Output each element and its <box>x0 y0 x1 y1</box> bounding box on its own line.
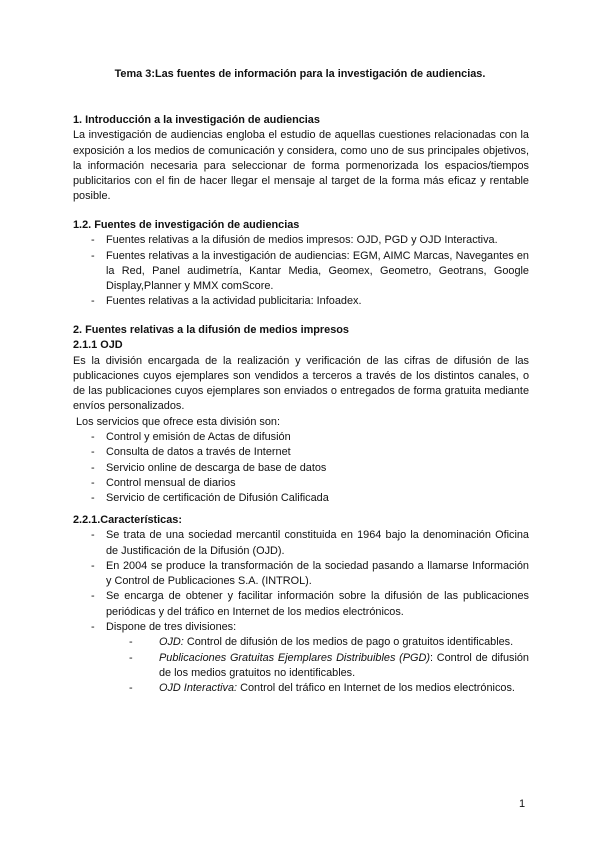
section-heading: 1. Introducción a la investigación de audiencias <box>73 114 320 126</box>
list-item: - Servicio online de descarga de base de datos <box>73 461 529 476</box>
services-intro: Los servicios que ofrece esta división son: <box>76 415 281 428</box>
division-item <box>73 651 529 682</box>
subsection-heading: 2.1.1 OJD <box>73 339 123 352</box>
list-item: - Se trata de una sociedad mercantil constituida en 1964 bajo la denominación Oficina de Justificación de la Difusión (OJD). <box>73 528 529 559</box>
list-item: - Se encarga de obtener y facilitar información sobre la difusión de las publicaciones periódicas y del tráfico en Internet de los medios electrónicos. <box>73 589 529 620</box>
division-desc: : Control de difusión de los medios gratuitos no identificables. <box>159 651 529 679</box>
division-item <box>73 635 529 650</box>
division-name: OJD: <box>159 636 184 649</box>
division-name: OJD Interactiva: <box>159 682 238 695</box>
section-heading: 2.2.1.Características: <box>73 514 182 526</box>
division-name: Publicaciones Gratuitas Ejemplares Distribuibles (PGD) <box>159 651 430 664</box>
divisions-list <box>73 635 529 696</box>
division-item <box>73 681 529 696</box>
list-item: - Dispone de tres divisiones: <box>73 620 529 635</box>
list-item: - Fuentes relativas a la investigación de audiencias: EGM, AIMC Marcas, Navegantes en la Red, Panel audimetría, Kantar Media, Geomex, Geometro, Geotrans, Google Display,Planner y MMX comScore. <box>73 249 529 295</box>
list-item: - Control mensual de diarios <box>73 476 529 491</box>
list-item: - En 2004 se produce la transformación de la sociedad pasando a llamarse Información y Control de Publicaciones S.A. (INTROL). <box>73 559 529 590</box>
section-paragraph: Es la división encargada de la realización y verificación de las cifras de difusión de las publicaciones cuyos ejemplares son vendidos a terceros a través de los distintos canales, o de las publicaciones cuyos ejemplares son enviados o entregados de forma gratuita mediante envíos personalizados. <box>73 354 529 413</box>
section-heading: 1.2. Fuentes de investigación de audiencias <box>73 219 300 231</box>
document-title: Tema 3:Las fuentes de información para la investigación de audiencias. <box>114 68 486 80</box>
section-caracteristicas <box>73 513 529 697</box>
page-number: 1 <box>519 798 526 810</box>
section-fuentes <box>73 218 529 310</box>
list-item: - Consulta de datos a través de Internet <box>73 445 529 460</box>
services-list <box>73 430 529 506</box>
division-desc: Control del tráfico en Internet de los medios electrónicos. <box>237 682 515 695</box>
list-item: - Control y emisión de Actas de difusión <box>73 430 529 445</box>
division-desc: Control de difusión de los medios de pago o gratuitos identificables. <box>183 636 514 649</box>
section-introduction <box>73 113 529 205</box>
section-medios-impresos <box>73 323 529 507</box>
section-paragraph: La investigación de audiencias engloba el estudio de aquellas cuestiones relacionadas con la exposición a los medios de comunicación y considera, como uno de sus principales objetivos, la información necesaria para seleccionar de forma pormenorizada los espacios/tiempos publicitarios con el fin de hacer llegar el mensaje al target de la forma más eficaz y rentable posible. <box>73 129 529 203</box>
section-heading: 2. Fuentes relativas a la difusión de medios impresos <box>73 324 349 336</box>
list-item: - Fuentes relativas a la difusión de medios impresos: OJD, PGD y OJD Interactiva. <box>73 233 529 248</box>
list-item: - Servicio de certificación de Difusión Calificada <box>73 491 529 506</box>
list-item: - Fuentes relativas a la actividad publicitaria: Infoadex. <box>73 294 529 309</box>
bullet-list <box>73 233 529 309</box>
bullet-list <box>73 528 529 635</box>
